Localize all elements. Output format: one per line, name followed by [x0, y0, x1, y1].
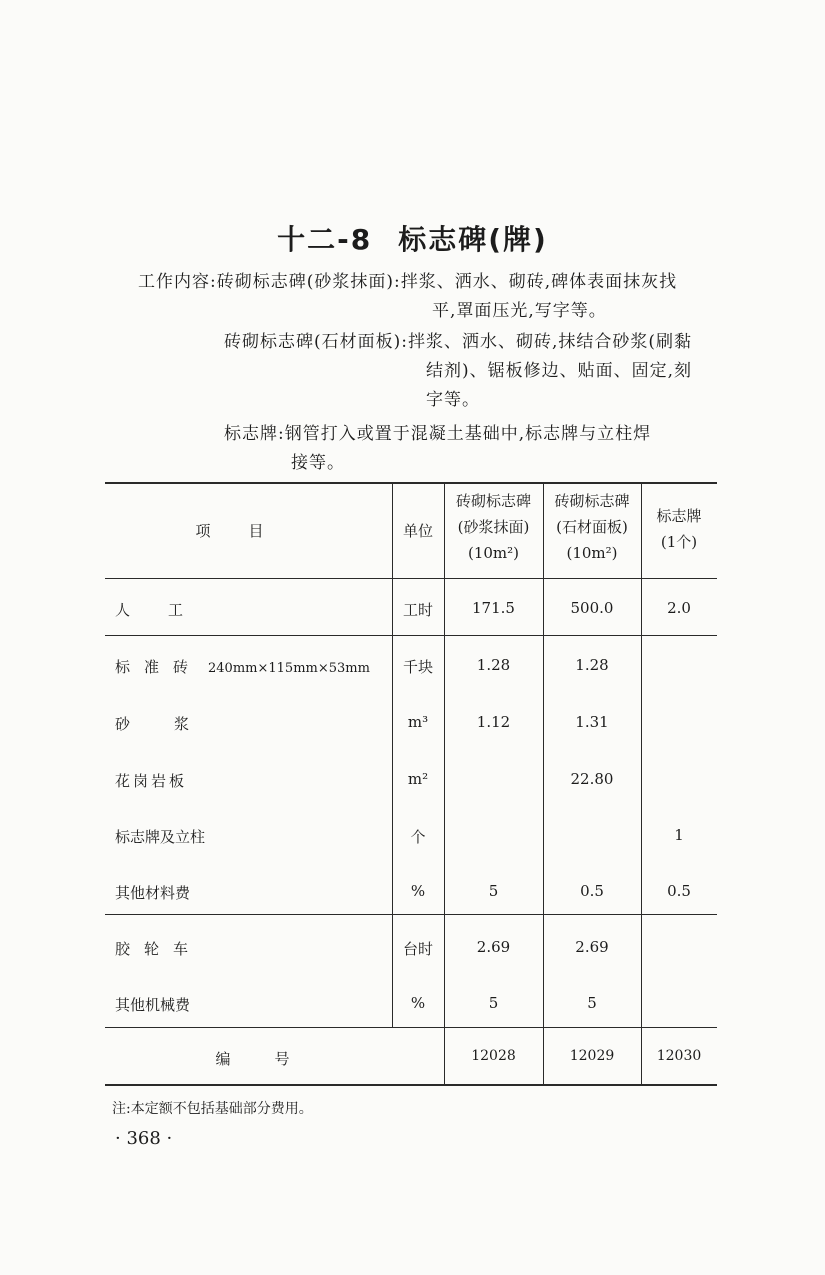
header-item: [105, 518, 392, 544]
code-1: 12028: [471, 1048, 516, 1064]
row-brick: [115, 656, 370, 677]
code-label: [105, 1048, 444, 1069]
section-name: 标志碑(牌): [398, 223, 548, 256]
item1-line1: 拌浆、洒水、砌砖,碑体表面抹灰找: [400, 272, 678, 292]
row-cart-unit: 台时: [402, 940, 433, 958]
row-cart-name: 胶轮车: [115, 940, 203, 958]
header-unit: 单位: [402, 522, 433, 540]
header-col3: [641, 503, 717, 555]
work-content-label: 工作内容:: [138, 272, 217, 292]
row-mortar-v2: 1.31: [575, 713, 609, 731]
item3-line1: 钢管打入或置于混凝土基础中,标志牌与立柱焊: [284, 424, 652, 444]
section-number: 十二-8: [277, 223, 373, 256]
item2-line1: 拌浆、洒水、砌砖,抹结合砂浆(刷黏: [408, 332, 693, 352]
header-col2-line3: (10m²): [566, 544, 618, 562]
row-mortar-unit: m³: [407, 713, 429, 731]
table-top-rule: [105, 482, 717, 484]
row-brick-name: 标准砖: [115, 658, 203, 676]
row-othermat-unit: %: [410, 882, 426, 900]
header-col3-line1: 标志牌: [656, 507, 702, 525]
row-brick-v1: 1.28: [476, 656, 511, 674]
header-col1-line1: 砖砌标志碑: [455, 492, 531, 510]
work-content-item1: [138, 268, 677, 297]
row-othermach-name: 其他机械费: [115, 996, 191, 1014]
header-col2-line1: 砖砌标志碑: [554, 492, 630, 510]
row-mortar-v1: 1.12: [476, 713, 511, 731]
row-othermach-v2: 5: [587, 994, 597, 1012]
header-rule: [105, 578, 717, 579]
work-content-item2: [224, 328, 692, 357]
header-col3-line2: (1个): [660, 533, 698, 551]
row-sign-name: 标志牌及立柱: [115, 828, 206, 846]
row-othermach-unit: %: [410, 994, 426, 1012]
item1-name: 砖砌标志碑(砂浆抹面):: [216, 272, 401, 292]
work-content: [0, 0, 825, 480]
row-cart-v2: 2.69: [575, 938, 609, 956]
item2-line3: 字等。: [426, 390, 480, 410]
quota-table: [105, 482, 717, 1086]
row-labor-name: 人工: [115, 601, 222, 619]
labor-rule: [105, 635, 717, 636]
row-sign-v3: 1: [674, 826, 684, 844]
row-granite-unit: m²: [407, 770, 429, 788]
machine-rule: [105, 1027, 717, 1028]
row-sign-unit: 个: [410, 828, 426, 846]
row-cart-v1: 2.69: [476, 938, 511, 956]
page-number: · 368 ·: [115, 1128, 173, 1149]
row-labor-v1: 171.5: [472, 599, 515, 617]
item1-line2: 平,罩面压光,写字等。: [432, 301, 607, 321]
material-rule: [105, 914, 717, 915]
footnote: 注:本定额不包括基础部分费用。: [112, 1101, 313, 1117]
row-brick-v2: 1.28: [575, 656, 609, 674]
item2-line2: 结剂)、锯板修边、贴面、固定,刻: [426, 361, 693, 381]
row-mortar-name: 砂浆: [115, 715, 234, 733]
row-brick-spec: 240mm×115mm×53mm: [208, 661, 370, 676]
header-col1: [444, 488, 543, 566]
row-othermat-name: 其他材料费: [115, 884, 191, 902]
header-col1-line3: (10m²): [467, 544, 520, 562]
work-content-item3: [224, 420, 651, 449]
row-othermat-v2: 0.5: [580, 882, 604, 900]
row-othermat-v3: 0.5: [667, 882, 691, 900]
item3-name: 标志牌:: [224, 424, 285, 444]
header-item-text: 项目: [195, 522, 302, 540]
row-othermat-v1: 5: [488, 882, 499, 900]
header-col1-line2: (砂浆抹面): [457, 518, 530, 536]
row-granite-name: 花岗岩板: [115, 772, 188, 790]
row-granite-v2: 22.80: [570, 770, 614, 788]
col-rule-3: [641, 482, 642, 1085]
header-col2: [543, 488, 641, 566]
row-labor-v3: 2.0: [667, 599, 691, 617]
code-2: 12029: [569, 1048, 615, 1064]
code-3: 12030: [656, 1048, 702, 1064]
row-brick-unit: 千块: [402, 658, 433, 676]
item3-line2: 接等。: [291, 453, 345, 473]
table-bottom-rule: [105, 1084, 717, 1086]
header-col2-line2: (石材面板): [556, 518, 628, 536]
row-labor-v2: 500.0: [570, 599, 614, 617]
item2-name: 砖砌标志碑(石材面板):: [224, 332, 408, 352]
row-labor-unit: 工时: [402, 601, 433, 619]
code-label-text: 编号: [215, 1050, 334, 1068]
row-othermach-v1: 5: [488, 994, 499, 1012]
